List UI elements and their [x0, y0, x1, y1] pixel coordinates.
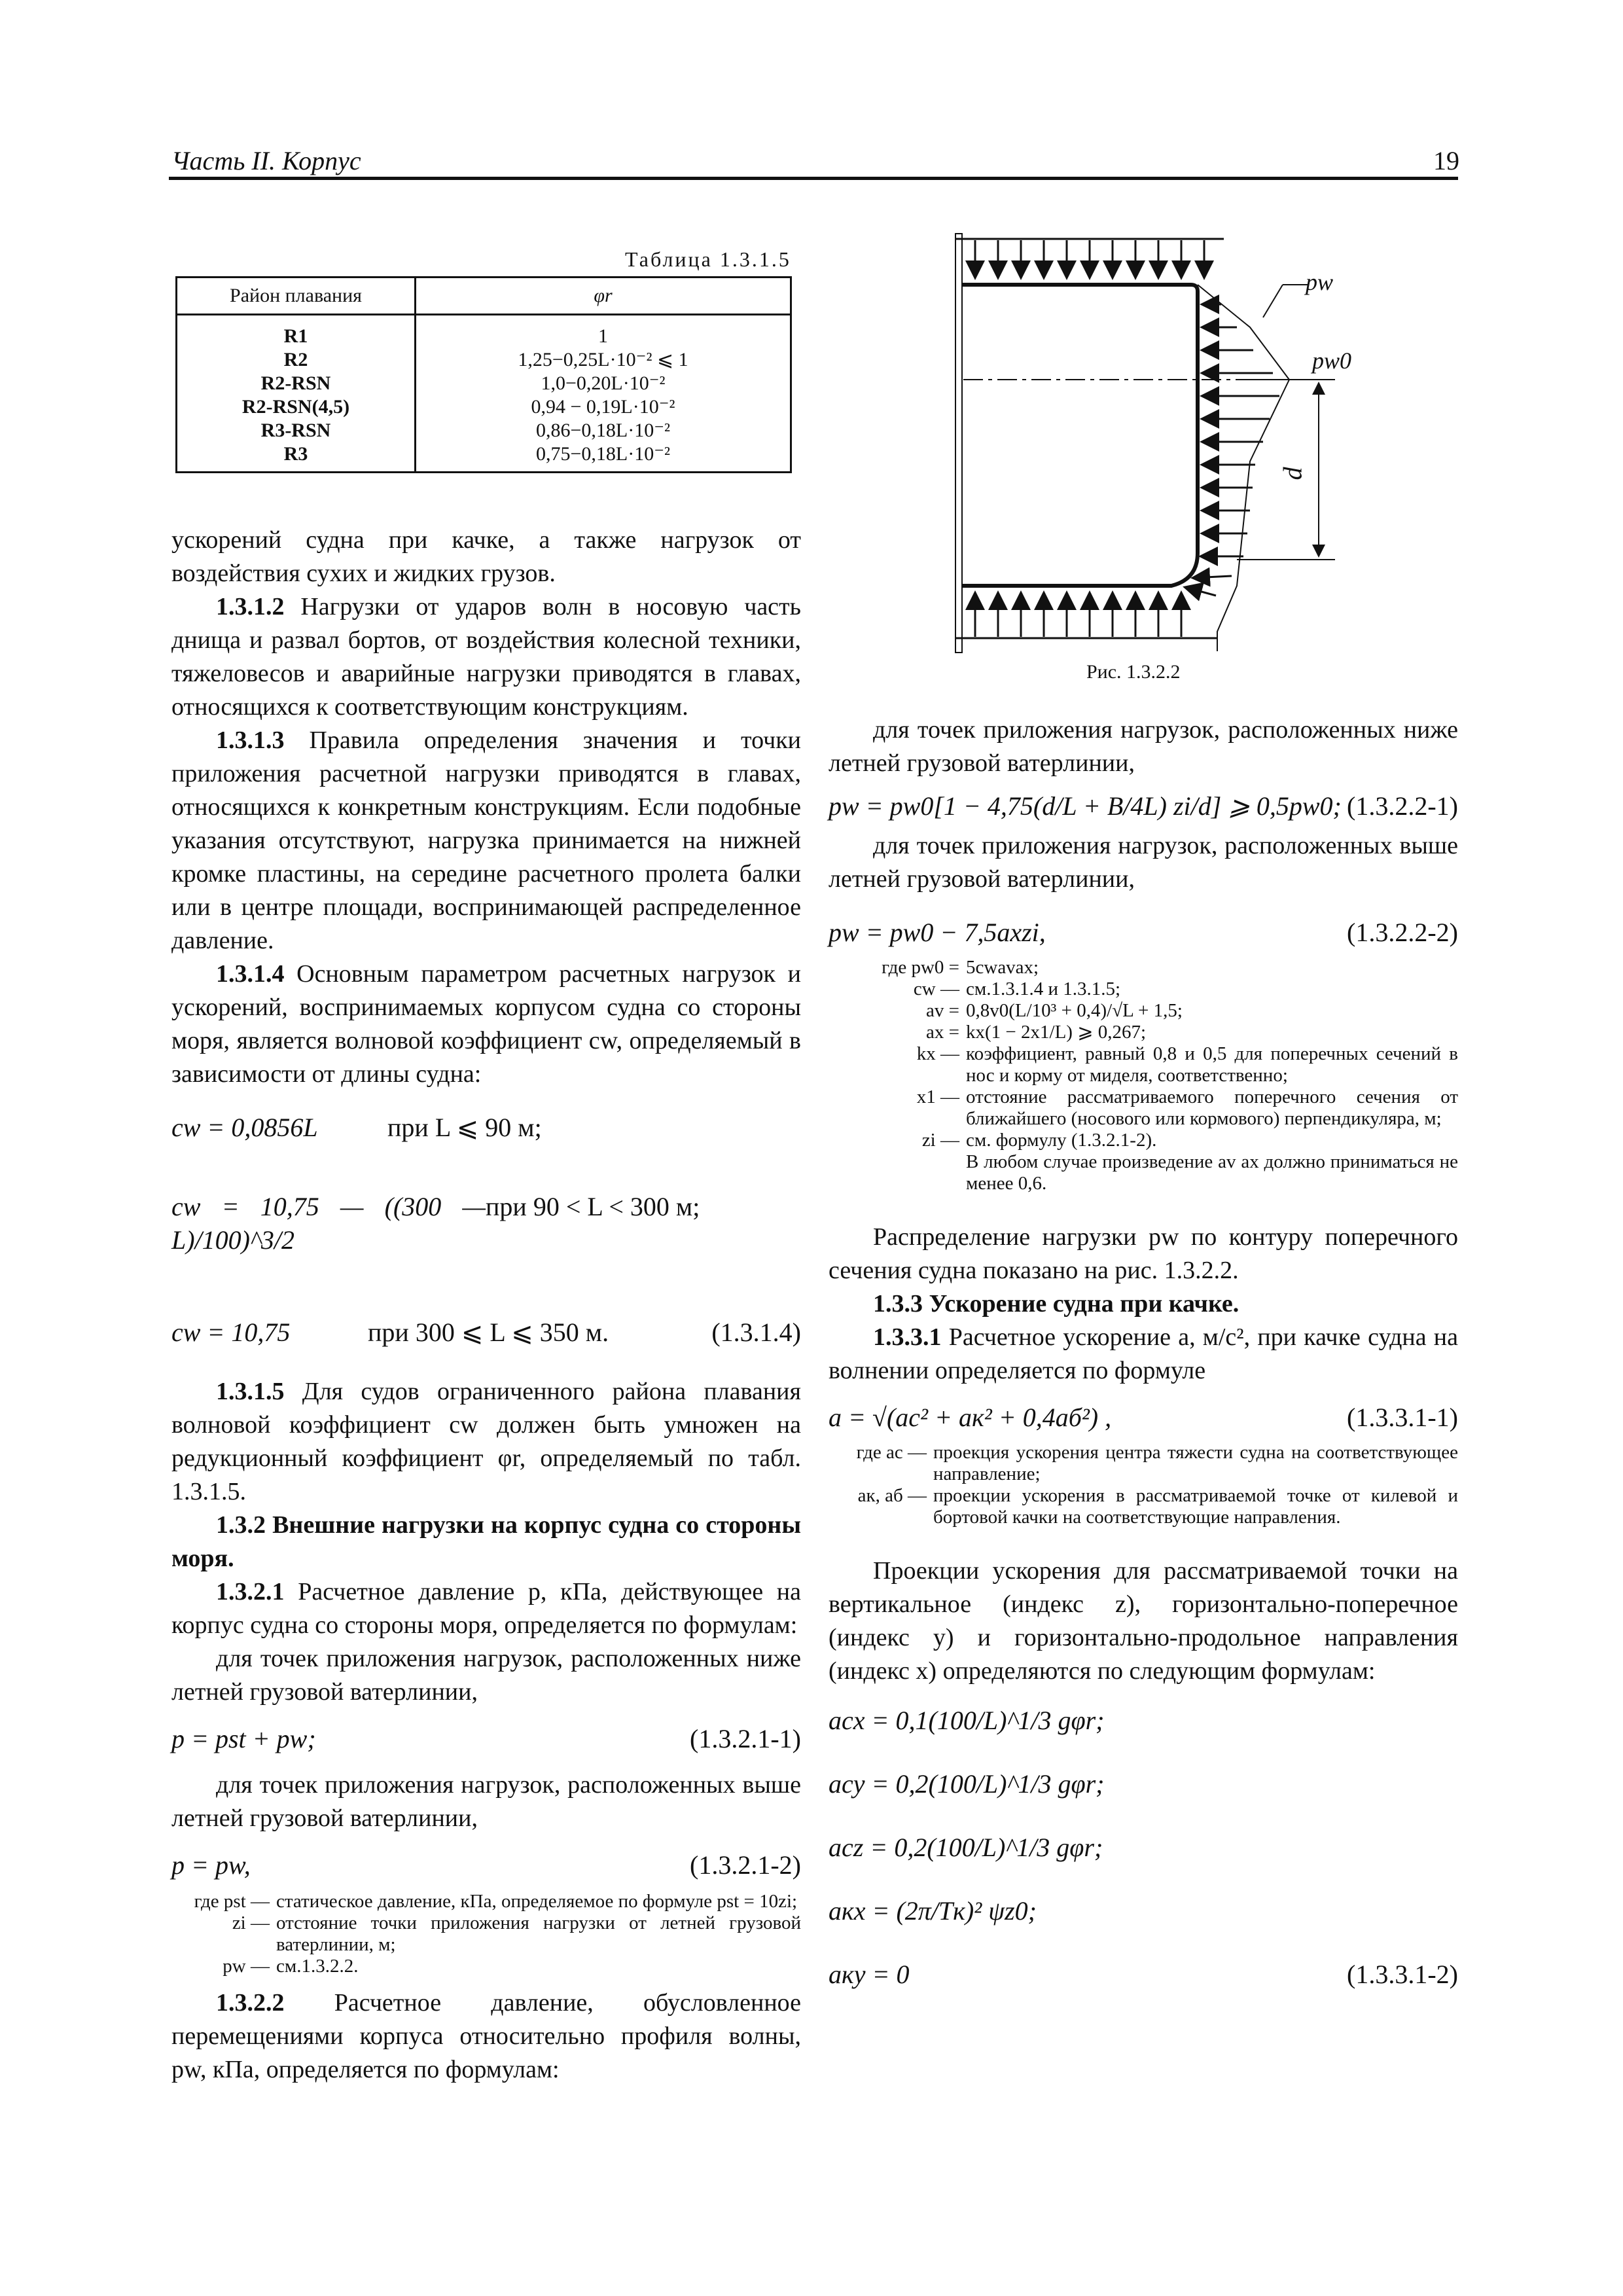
- header-rule: [169, 177, 1458, 180]
- equation-1321-2: p = pw, (1.3.2.1-2): [171, 1850, 801, 1880]
- label-pw0: pw0: [1312, 348, 1352, 374]
- paragraph-1322: 1.3.2.2 Расчетное давление, обусловленное перемещениями корпуса относительно профиля волны, pw, кПа, определяется по формулам:: [171, 1989, 801, 2083]
- equation-cw-3: cw = 10,75 при 300 ⩽ L ⩽ 350 м. (1.3.1.4): [171, 1318, 801, 1347]
- paragraph-1331: 1.3.3.1 Расчетное ускорение a, м/с², при качке судна на волнении определяется по формуле: [829, 1323, 1458, 1384]
- definitions-list: где pw0 = 5cwavax; cw — см.1.3.1.4 и 1.3.1.5; av = 0,8v0(L/10³ + 0,4)/√L + 1,5; ax = kx(1 − 2x1/L) ⩾ 0,267; kx — коэффициент, равный 0,8 и 0,5 для поперечных сечений в нос и корму от миделя, соответственно; x1 — отстояние рассматриваемого поперечного сечения от ближайшего (носового или кормового) перпендикуляра, м; zi — см. формулу (1.3.2.1-2). В любом случае произведение av ax должно приниматься не менее 0,6.: [882, 957, 1458, 1194]
- label-pw: pw: [1306, 269, 1334, 295]
- hull-section-diagram: [910, 232, 1407, 664]
- left-column: [171, 524, 801, 2087]
- equation-1322-1: pw = pw0[1 − 4,75(d/L + B/4L) zi/d] ⩾ 0,5pw0; (1.3.2.2-1): [829, 791, 1458, 821]
- sailing-area-table: [175, 276, 792, 473]
- running-header-title: Часть II. Корпус: [171, 146, 361, 175]
- table-value-column: 1 1,25−0,25L·10⁻² ⩽ 1 1,0−0,20L·10⁻² 0,94 − 0,19L·10⁻² 0,86−0,18L·10⁻² 0,75−0,18L·10⁻²: [416, 315, 791, 473]
- equation-cw-2: cw = 10,75 — ((300 — L)/100)^3/2 при 90 < L < 300 м;: [171, 1192, 700, 1255]
- table-header-phi: φr: [416, 278, 791, 315]
- paragraph-1315: 1.3.1.5 Для судов ограниченного района плавания волновой коэффициент cw должен быть умножен на редукционный коэффициент φr, определяемый по табл. 1.3.1.5.: [171, 1378, 801, 1505]
- paragraph-1312: 1.3.1.2 Нагрузки от ударов волн в носовую часть днища и развал бортов, от воздействия колесной техники, тяжеловесов и аварийные нагрузки приводятся в главах, относящихся к соответствующим конструкциям.: [171, 593, 801, 721]
- definitions-list: где pst — статическое давление, кПа, определяемое по формуле pst = 10zi; zi — отстояние точки приложения нагрузки от летней грузовой ватерлинии, м; pw — см.1.3.2.2.: [194, 1891, 801, 1977]
- right-column: [829, 713, 1458, 1991]
- equation-akx: aкx = (2π/Tк)² ψz0;: [829, 1896, 1037, 1926]
- equation-acz: acz = 0,2(100/L)^1/3 gφr;: [829, 1833, 1103, 1862]
- paragraph: Распределение нагрузки pw по контуру поперечного сечения судна показано на рис. 1.3.2.2.: [829, 1223, 1458, 1284]
- section-heading-132: 1.3.2 Внешние нагрузки на корпус судна со стороны моря.: [171, 1511, 801, 1572]
- equation-1321-1: p = pst + pw; (1.3.2.1-1): [171, 1724, 801, 1753]
- figure-pressure-distribution: [910, 232, 1407, 683]
- figure-caption: Рис. 1.3.2.2: [1086, 661, 1181, 683]
- definitions-list-2: где ac — проекция ускорения центра тяжести судна на соответствующее направление; aк, aб — проекции ускорения в рассматриваемой точке от килевой и бортовой качки на соответствующие направления.: [856, 1442, 1458, 1528]
- section-heading-133: 1.3.3 Ускорение судна при качке.: [873, 1290, 1240, 1318]
- equation-1322-2: pw = pw0 − 7,5axzi, (1.3.2.2-2): [829, 918, 1458, 947]
- paragraph: для точек приложения нагрузок, расположенных выше летней грузовой ватерлинии,: [171, 1771, 801, 1832]
- paragraph-1313: 1.3.1.3 Правила определения значения и точки приложения расчетной нагрузки приводятся в главах, относящихся к конкретным конструкциям. Если подобные указания отсутствуют, нагрузка принимается на нижней кромке пластины, на середине расчетного пролета балки или в центре площади, воспринимающей распределенное давление.: [171, 726, 801, 954]
- paragraph: для точек приложения нагрузок, расположенных ниже летней грузовой ватерлинии,: [171, 1645, 801, 1706]
- equation-1331-1: a = √(ac² + aк² + 0,4aб²) , (1.3.3.1-1): [829, 1403, 1458, 1432]
- equation-acy: acy = 0,2(100/L)^1/3 gφr;: [829, 1769, 1105, 1799]
- table-area-column: R1 R2 R2-RSN R2-RSN(4,5) R3-RSN R3: [177, 315, 416, 473]
- paragraph-1321: 1.3.2.1 Расчетное давление p, кПа, действующее на корпус судна со стороны моря, определяется по формулам:: [171, 1578, 801, 1639]
- paragraph-1314: 1.3.1.4 Основным параметром расчетных нагрузок и ускорений, воспринимаемых корпусом судна со стороны моря, является волновой коэффициент cw, определяемый в зависимости от длины судна:: [171, 960, 801, 1088]
- paragraph: ускорений судна при качке, а также нагрузок от воздействия сухих и жидких грузов.: [171, 526, 801, 587]
- page-number: 19: [1433, 146, 1459, 175]
- table-caption: Таблица 1.3.1.5: [625, 247, 791, 271]
- table-header-area: Район плавания: [177, 278, 416, 315]
- equation-cw-1: cw = 0,0856L при L ⩽ 90 м;: [171, 1113, 542, 1142]
- equation-acx: acx = 0,1(100/L)^1/3 gφr;: [829, 1706, 1105, 1735]
- paragraph: для точек приложения нагрузок, расположенных выше летней грузовой ватерлинии,: [829, 832, 1458, 893]
- equation-aky: aкy = 0 (1.3.3.1-2): [829, 1960, 1458, 1989]
- paragraph: Проекции ускорения для рассматриваемой точки на вертикальное (индекс z), горизонтально-поперечное (индекс y) и горизонтально-продольное направления (индекс x) определяются по следующим формулам:: [829, 1557, 1458, 1685]
- paragraph: для точек приложения нагрузок, расположенных ниже летней грузовой ватерлинии,: [829, 716, 1458, 777]
- label-d: d: [1277, 467, 1308, 480]
